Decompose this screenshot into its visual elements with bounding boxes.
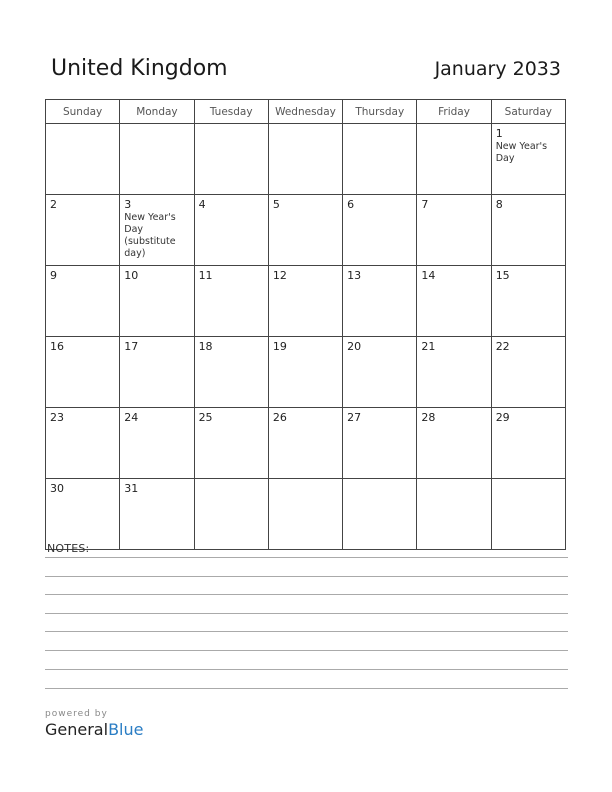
day-cell: [194, 479, 268, 550]
day-cell: [120, 408, 194, 479]
day-number: 26: [272, 411, 287, 424]
day-number: 17: [124, 340, 139, 353]
day-number: 13: [347, 269, 362, 282]
day-cell: [491, 195, 565, 266]
day-number: 10: [124, 269, 139, 282]
week-row: [46, 124, 566, 195]
calendar-grid: [45, 99, 566, 550]
day-number: 20: [347, 340, 362, 353]
day-cell: [491, 479, 565, 550]
day-number: 18: [198, 340, 213, 353]
day-number: 16: [50, 340, 64, 353]
day-cell: [194, 195, 268, 266]
country-title: United Kingdom: [51, 56, 228, 81]
day-cell: [194, 337, 268, 408]
note-line: [45, 576, 568, 577]
day-number: 12: [272, 269, 287, 282]
day-cell: [417, 266, 491, 337]
day-number: 27: [347, 411, 362, 424]
day-cell: [268, 408, 342, 479]
month-title: January 2033: [434, 58, 561, 80]
day-number: 31: [124, 482, 139, 495]
day-cell: [268, 266, 342, 337]
day-number: 11: [198, 269, 213, 282]
day-cell: [491, 337, 565, 408]
day-cell: [46, 266, 120, 337]
day-number: 28: [421, 411, 436, 424]
note-line: [45, 669, 568, 670]
day-cell: [491, 408, 565, 479]
day-number: 8: [495, 198, 503, 211]
week-row: [46, 479, 566, 550]
holiday-label: New Year's Day (substitute day): [124, 212, 176, 259]
weekday-header-row: [46, 100, 566, 124]
day-cell: [120, 124, 194, 195]
day-number: 3: [124, 198, 132, 211]
day-number: 5: [272, 198, 280, 211]
powered-by-text: powered by: [45, 709, 108, 719]
day-cell: [194, 266, 268, 337]
day-number: 24: [124, 411, 139, 424]
brand-general: General: [45, 720, 109, 739]
day-cell: [46, 408, 120, 479]
note-line: [45, 688, 568, 689]
note-line: [45, 613, 568, 614]
day-number: 1: [495, 127, 503, 140]
day-cell: [343, 337, 417, 408]
notes-label: NOTES:: [47, 542, 90, 555]
week-row: [46, 266, 566, 337]
note-line: [45, 594, 568, 595]
day-cell: [268, 479, 342, 550]
day-number: 7: [421, 198, 429, 211]
day-cell: [120, 195, 194, 266]
day-number: 23: [50, 411, 64, 424]
day-number: 6: [347, 198, 355, 211]
day-number: 14: [421, 269, 436, 282]
day-number: 19: [272, 340, 287, 353]
brand-logo[interactable]: [45, 720, 143, 739]
day-number: 9: [50, 269, 57, 282]
day-cell: [417, 408, 491, 479]
day-number: 25: [198, 411, 213, 424]
week-row: [46, 337, 566, 408]
day-cell: [46, 195, 120, 266]
day-cell: [343, 124, 417, 195]
weekday-thursday: Thursday: [343, 100, 417, 124]
day-cell: [120, 266, 194, 337]
day-cell: [491, 266, 565, 337]
day-cell: [268, 124, 342, 195]
calendar-body: [46, 124, 566, 550]
day-number: 29: [495, 411, 510, 424]
day-number: 2: [50, 198, 57, 211]
day-cell: [46, 479, 120, 550]
day-cell: [417, 195, 491, 266]
weekday-tuesday: Tuesday: [194, 100, 268, 124]
day-cell: [120, 337, 194, 408]
day-cell: [343, 408, 417, 479]
day-cell: [343, 266, 417, 337]
day-cell: [343, 479, 417, 550]
note-line: [45, 650, 568, 651]
day-cell: [120, 479, 194, 550]
footer-branding: [45, 709, 143, 739]
day-number: 21: [421, 340, 436, 353]
day-cell: [491, 124, 565, 195]
day-number: 30: [50, 482, 64, 495]
day-number: 22: [495, 340, 510, 353]
weekday-friday: Friday: [417, 100, 491, 124]
day-cell: [268, 195, 342, 266]
day-cell: [343, 195, 417, 266]
weekday-saturday: Saturday: [491, 100, 565, 124]
week-row: [46, 195, 566, 266]
weekday-monday: Monday: [120, 100, 194, 124]
day-cell: [194, 124, 268, 195]
brand-blue: Blue: [108, 720, 144, 739]
day-cell: [46, 124, 120, 195]
day-cell: [194, 408, 268, 479]
note-line: [45, 631, 568, 632]
weekday-sunday: Sunday: [46, 100, 120, 124]
day-cell: [417, 479, 491, 550]
day-number: 4: [198, 198, 206, 211]
weekday-wednesday: Wednesday: [268, 100, 342, 124]
note-line: [45, 557, 568, 558]
holiday-label: New Year's Day: [495, 141, 548, 164]
day-cell: [268, 337, 342, 408]
day-cell: [417, 124, 491, 195]
day-cell: [46, 337, 120, 408]
day-cell: [417, 337, 491, 408]
day-number: 15: [495, 269, 510, 282]
week-row: [46, 408, 566, 479]
